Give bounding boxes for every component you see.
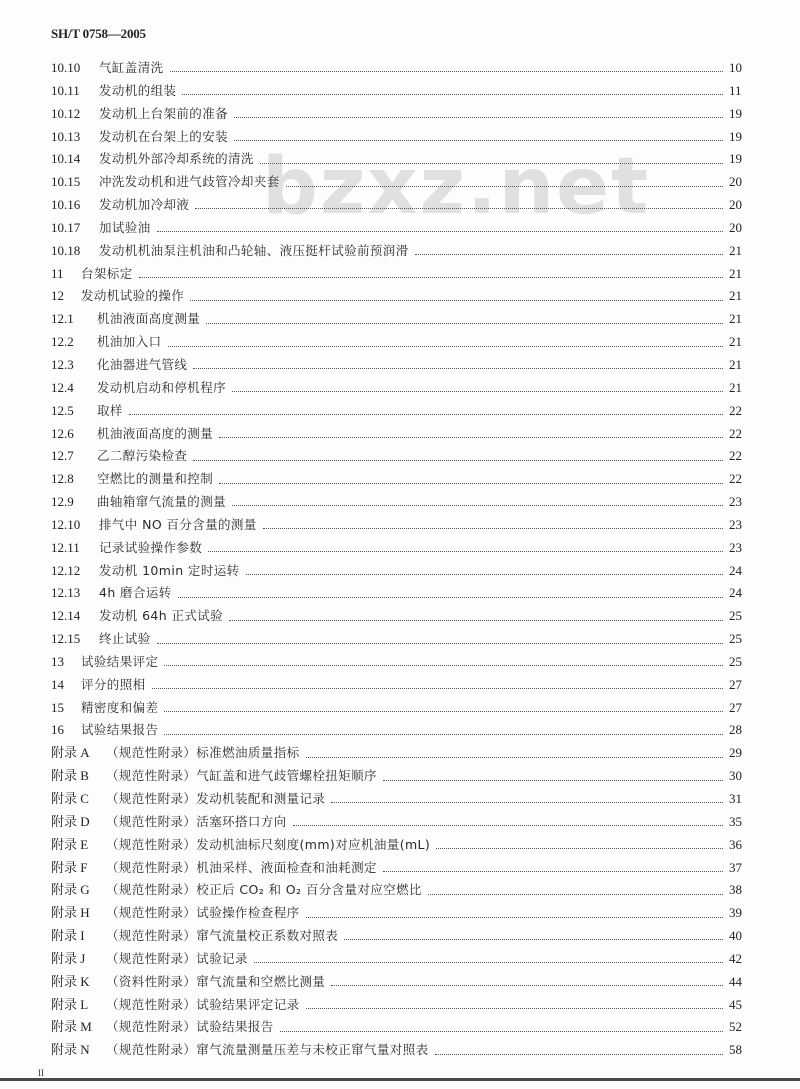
- toc-entry-page: 27: [729, 676, 742, 692]
- toc-entry[interactable]: [51, 400, 751, 423]
- dot-leader: [428, 893, 723, 895]
- toc-entry-page: 44: [729, 973, 742, 989]
- toc-entry[interactable]: [51, 354, 751, 377]
- toc-entry-title: 发动机试验的操作: [81, 288, 185, 304]
- toc-entry[interactable]: [51, 857, 751, 880]
- toc-entry[interactable]: [51, 879, 751, 902]
- toc-entry-page: 21: [729, 311, 742, 327]
- toc-entry-number: 附录 G: [51, 882, 90, 898]
- toc-entry-number: 附录 K: [51, 973, 90, 989]
- toc-entry-title: （规范性附录）窜气流量校正系数对照表: [106, 928, 339, 944]
- toc-entry[interactable]: [51, 537, 751, 560]
- toc-entry-title: 4h 磨合运转: [99, 585, 172, 601]
- toc-entry-title: （规范性附录）发动机装配和测量记录: [106, 791, 326, 806]
- toc-entry-number: 12.3: [51, 356, 74, 372]
- toc-entry[interactable]: [51, 217, 751, 240]
- toc-entry-page: 23: [729, 494, 742, 510]
- watermark: bzxz.net: [262, 142, 651, 232]
- toc-entry-page: 20: [729, 219, 742, 235]
- dot-leader: [415, 253, 723, 255]
- toc-entry-page: 52: [729, 1019, 742, 1035]
- dot-leader: [208, 550, 723, 552]
- toc-entry-title: 化油器进气管线: [97, 356, 188, 372]
- toc-entry-number: 附录 E: [51, 836, 89, 852]
- toc-entry-number: 12.8: [51, 471, 74, 487]
- toc-entry-page: 45: [729, 996, 742, 1012]
- toc-entry[interactable]: [51, 514, 751, 537]
- toc-entry[interactable]: [51, 308, 751, 331]
- toc-entry[interactable]: [51, 445, 751, 468]
- toc-entry-number: 12.7: [51, 448, 74, 464]
- toc-entry-number: 10.15: [51, 174, 81, 190]
- toc-entry-page: 22: [729, 471, 742, 487]
- dot-leader: [195, 207, 723, 209]
- toc-entry-number: 12.2: [51, 334, 74, 350]
- toc-entry-page: 19: [729, 105, 742, 121]
- dot-leader: [234, 139, 723, 141]
- toc-entry-page: 39: [729, 905, 742, 921]
- toc-entry-number: 10.14: [51, 151, 81, 167]
- dot-leader: [234, 116, 723, 118]
- toc-entry-title: 气缸盖清洗: [99, 60, 164, 75]
- dot-leader: [193, 367, 723, 369]
- toc-entry-number: 12.4: [51, 379, 74, 395]
- dot-leader: [260, 162, 723, 164]
- toc-entry[interactable]: [51, 902, 751, 925]
- toc-entry-title: 试验结果评定: [81, 653, 159, 669]
- toc-entry[interactable]: [51, 491, 751, 514]
- toc-entry-number: 10.16: [51, 197, 81, 213]
- toc-entry[interactable]: [51, 1039, 751, 1062]
- footer-rule: [0, 1078, 800, 1081]
- dot-leader: [436, 847, 723, 849]
- dot-leader: [383, 870, 723, 872]
- dot-leader: [232, 504, 723, 506]
- toc-entry-page: 25: [729, 608, 742, 624]
- toc-entry-page: 21: [729, 379, 742, 395]
- toc-entry-page: 40: [729, 928, 742, 944]
- toc-entry-title: 台架标定: [81, 265, 133, 281]
- toc-entry[interactable]: [51, 171, 751, 194]
- toc-entry-page: 21: [729, 242, 742, 258]
- toc-entry-title: 发动机在台架上的安装: [99, 128, 229, 144]
- toc-entry-page: 38: [729, 882, 742, 898]
- toc-entry-page: 11: [729, 82, 742, 98]
- toc-entry-title: 记录试验操作参数: [99, 539, 203, 555]
- toc-entry[interactable]: [51, 811, 751, 834]
- toc-entry-number: 10.17: [51, 219, 81, 235]
- toc-entry-page: 42: [729, 950, 742, 966]
- dot-leader: [190, 299, 723, 301]
- dot-leader: [219, 482, 723, 484]
- toc-entry[interactable]: [51, 971, 751, 994]
- dot-leader: [164, 664, 723, 666]
- toc-entry-title: 发动机加冷却液: [99, 197, 190, 213]
- dot-leader: [129, 413, 723, 415]
- toc-entry-title: 发动机启动和停机程序: [97, 379, 227, 395]
- toc-entry[interactable]: [51, 674, 751, 697]
- toc-entry-title: 机油加入口: [97, 334, 162, 350]
- toc-entry-title: （规范性附录）试验操作检查程序: [106, 905, 300, 921]
- toc-entry-page: 20: [729, 174, 742, 190]
- dot-leader: [263, 527, 723, 529]
- toc-entry[interactable]: [51, 423, 751, 446]
- toc-entry[interactable]: [51, 80, 751, 103]
- toc-entry[interactable]: [51, 240, 751, 263]
- toc-entry[interactable]: [51, 834, 751, 857]
- toc-entry-number: 13: [51, 653, 64, 669]
- dot-leader: [331, 984, 723, 986]
- toc-entry-title: 机油液面高度测量: [97, 311, 201, 327]
- dot-leader: [306, 1007, 723, 1009]
- dot-leader: [435, 1053, 723, 1055]
- toc-entry[interactable]: [51, 331, 751, 354]
- toc-entry-number: 12.6: [51, 425, 74, 441]
- toc-entry[interactable]: [51, 377, 751, 400]
- document-code: SH/T 0758—2005: [51, 26, 146, 41]
- toc-entry-page: 30: [729, 768, 742, 784]
- toc-entry[interactable]: [51, 103, 751, 126]
- toc-entry-title: 发动机外部冷却系统的清洗: [99, 151, 254, 167]
- toc-entry[interactable]: [51, 605, 751, 628]
- dot-leader: [164, 710, 723, 712]
- toc-entry-title: （规范性附录）试验结果报告: [106, 1019, 274, 1035]
- toc-entry-title: （规范性附录）气缸盖和进气歧管螺栓扭矩顺序: [106, 768, 377, 784]
- toc-entry-page: 24: [729, 585, 742, 601]
- toc-entry-number: 附录 L: [51, 996, 89, 1012]
- toc-entry-title: 发动机 10min 定时运转: [99, 562, 240, 578]
- toc-entry-page: 21: [729, 265, 742, 281]
- toc-entry-number: 附录 I: [51, 928, 85, 944]
- toc-entry-number: 10.12: [51, 105, 81, 121]
- toc-entry-page: 58: [729, 1042, 742, 1058]
- toc-entry[interactable]: [51, 925, 751, 948]
- dot-leader: [229, 619, 723, 621]
- toc-entry-title: 发动机的组装: [99, 82, 177, 98]
- toc-entry-title: （规范性附录）发动机油标尺刻度(mm)对应机油量(mL): [106, 836, 431, 852]
- toc-entry-page: 25: [729, 631, 742, 647]
- dot-leader: [139, 276, 723, 278]
- toc-entry-page: 22: [729, 425, 742, 441]
- dot-leader: [306, 756, 723, 758]
- toc-entry-title: 发动机上台架前的准备: [99, 105, 229, 121]
- toc-entry-number: 附录 J: [51, 950, 86, 966]
- toc-entry-number: 附录 F: [51, 859, 88, 875]
- table-of-contents: [51, 57, 751, 1062]
- toc-entry-page: 31: [729, 791, 742, 806]
- toc-entry-page: 28: [729, 722, 742, 738]
- toc-entry-title: 发动机机油泵注机油和凸轮轴、液压挺杆试验前预润滑: [99, 242, 409, 258]
- toc-entry-number: 12.14: [51, 608, 81, 624]
- dot-leader: [206, 322, 723, 324]
- toc-entry-title: 精密度和偏差: [81, 699, 159, 715]
- toc-entry[interactable]: [51, 263, 751, 286]
- toc-entry-page: 20: [729, 197, 742, 213]
- toc-entry[interactable]: [51, 742, 751, 765]
- toc-entry-page: 22: [729, 402, 742, 418]
- toc-entry-number: 16: [51, 722, 64, 738]
- toc-entry-title: （规范性附录）试验结果评定记录: [106, 996, 300, 1012]
- toc-entry[interactable]: [51, 560, 751, 583]
- toc-entry-title: 曲轴箱窜气流量的测量: [97, 494, 227, 510]
- toc-entry[interactable]: [51, 148, 751, 171]
- toc-entry-page: 29: [729, 745, 742, 761]
- toc-entry-page: 27: [729, 699, 742, 715]
- toc-entry-title: 试验结果报告: [81, 722, 159, 738]
- toc-entry-title: （规范性附录）标准燃油质量指标: [106, 745, 300, 761]
- dot-leader: [293, 824, 723, 826]
- dot-leader: [182, 93, 723, 95]
- toc-entry-number: 附录 M: [51, 1019, 92, 1035]
- dot-leader: [254, 961, 723, 963]
- toc-entry-number: 12.10: [51, 516, 81, 532]
- dot-leader: [157, 642, 723, 644]
- toc-entry-number: 12.13: [51, 585, 81, 601]
- toc-entry-number: 10.11: [51, 82, 80, 98]
- toc-entry-title: 排气中 NO 百分含量的测量: [99, 516, 257, 532]
- dot-leader: [152, 687, 723, 689]
- toc-entry-title: （规范性附录）活塞环搭口方向: [106, 813, 287, 829]
- toc-entry-number: 附录 N: [51, 1042, 90, 1058]
- dot-leader: [306, 916, 723, 918]
- toc-entry-page: 21: [729, 356, 742, 372]
- toc-entry-number: 10.18: [51, 242, 81, 258]
- toc-entry[interactable]: [51, 788, 751, 811]
- dot-leader: [219, 436, 723, 438]
- toc-entry-title: （规范性附录）窜气流量测量压差与未校正窜气量对照表: [106, 1042, 429, 1058]
- toc-entry-title: 机油液面高度的测量: [97, 425, 214, 441]
- toc-entry-number: 12: [51, 288, 64, 304]
- toc-entry-number: 附录 A: [51, 745, 90, 761]
- toc-entry-number: 12.15: [51, 631, 81, 647]
- dot-leader: [286, 185, 723, 187]
- toc-entry-title: 加试验油: [99, 219, 151, 235]
- dot-leader: [164, 733, 723, 735]
- toc-entry-number: 15: [51, 699, 64, 715]
- toc-entry-page: 10: [729, 60, 742, 75]
- dot-leader: [232, 390, 723, 392]
- toc-entry-number: 12.11: [51, 539, 80, 555]
- toc-entry-page: 22: [729, 448, 742, 464]
- toc-entry-page: 19: [729, 128, 742, 144]
- toc-entry[interactable]: [51, 194, 751, 217]
- toc-entry[interactable]: [51, 628, 751, 651]
- toc-entry-title: 空燃比的测量和控制: [97, 471, 214, 487]
- dot-leader: [246, 573, 723, 575]
- toc-entry-page: 21: [729, 288, 742, 304]
- toc-entry-page: 24: [729, 562, 742, 578]
- toc-entry[interactable]: [51, 468, 751, 491]
- toc-entry-page: 35: [729, 813, 742, 829]
- toc-entry[interactable]: [51, 765, 751, 788]
- toc-entry-number: 10.10: [51, 60, 81, 75]
- dot-leader: [331, 801, 723, 803]
- toc-entry-number: 10.13: [51, 128, 81, 144]
- toc-entry-page: 23: [729, 539, 742, 555]
- toc-entry-number: 11: [51, 265, 64, 281]
- dot-leader: [157, 230, 723, 232]
- toc-entry[interactable]: [51, 719, 751, 742]
- toc-entry-number: 12.12: [51, 562, 81, 578]
- toc-entry[interactable]: [51, 57, 751, 80]
- dot-leader: [383, 779, 723, 781]
- footer-page-number: II: [38, 1068, 44, 1078]
- toc-entry-number: 12.1: [51, 311, 74, 327]
- dot-leader: [344, 938, 723, 940]
- toc-entry-title: 冲洗发动机和进气歧管冷却夹套: [99, 174, 280, 190]
- toc-entry-page: 21: [729, 334, 742, 350]
- toc-entry-number: 12.9: [51, 494, 74, 510]
- toc-entry-title: 终止试验: [99, 631, 151, 647]
- toc-entry-number: 12.5: [51, 402, 74, 418]
- toc-entry-page: 37: [729, 859, 742, 875]
- toc-entry-page: 25: [729, 653, 742, 669]
- toc-entry-title: 取样: [97, 402, 123, 418]
- toc-entry-title: 评分的照相: [81, 676, 146, 692]
- toc-entry[interactable]: [51, 582, 751, 605]
- toc-entry-page: 19: [729, 151, 742, 167]
- toc-entry-title: 发动机 64h 正式试验: [99, 608, 224, 624]
- toc-entry-number: 附录 B: [51, 768, 89, 784]
- toc-entry[interactable]: [51, 994, 751, 1017]
- toc-entry-title: （资料性附录）窜气流量和空燃比测量: [106, 973, 326, 989]
- toc-entry-number: 14: [51, 676, 64, 692]
- toc-entry[interactable]: [51, 948, 751, 971]
- toc-entry-title: （规范性附录）校正后 CO₂ 和 O₂ 百分含量对应空燃比: [106, 882, 422, 898]
- dot-leader: [280, 1030, 723, 1032]
- toc-entry-page: 36: [729, 836, 742, 852]
- toc-entry-number: 附录 H: [51, 905, 90, 921]
- toc-entry-page: 23: [729, 516, 742, 532]
- dot-leader: [178, 596, 723, 598]
- toc-entry[interactable]: [51, 285, 751, 308]
- toc-entry[interactable]: [51, 651, 751, 674]
- toc-entry-title: （规范性附录）试验记录: [106, 950, 248, 966]
- toc-entry[interactable]: [51, 697, 751, 720]
- dot-leader: [193, 459, 723, 461]
- dot-leader: [168, 345, 723, 347]
- toc-entry-number: 附录 C: [51, 791, 89, 806]
- toc-entry[interactable]: [51, 1016, 751, 1039]
- toc-entry-number: 附录 D: [51, 813, 90, 829]
- toc-entry-title: （规范性附录）机油采样、液面检查和油耗测定: [106, 859, 377, 875]
- toc-entry[interactable]: [51, 126, 751, 149]
- dot-leader: [170, 70, 723, 72]
- toc-entry-title: 乙二醇污染检查: [97, 448, 188, 464]
